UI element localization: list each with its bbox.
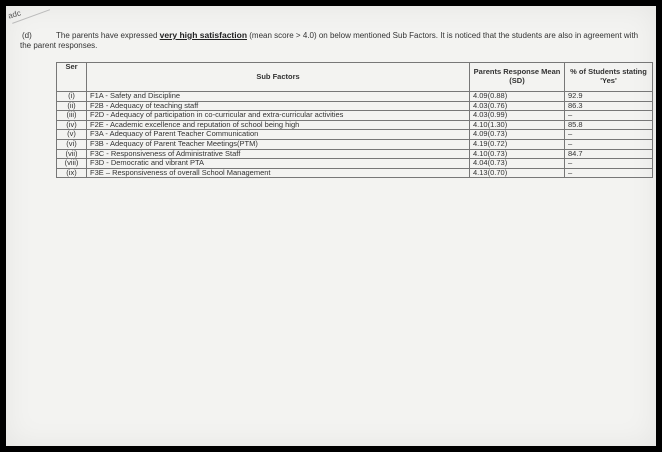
table-row [57, 120, 653, 130]
row-mean: 4.03(0.76) [470, 101, 565, 111]
sub-factors-table [56, 62, 653, 178]
row-mean: 4.03(0.99) [470, 111, 565, 121]
paragraph-text-before: The parents have expressed [56, 31, 160, 40]
row-students-yes: 86.3 [565, 101, 653, 111]
row-mean: 4.19(0.72) [470, 139, 565, 149]
row-ser: (iii) [57, 111, 87, 121]
row-ser: (v) [57, 130, 87, 140]
row-students-yes: – [565, 130, 653, 140]
row-students-yes: 92.9 [565, 92, 653, 102]
corner-mark: adc [7, 8, 22, 21]
header-students-yes: % of Students stating 'Yes' [565, 63, 653, 92]
row-mean: 4.04(0.73) [470, 159, 565, 169]
document-page [6, 6, 656, 446]
row-ser: (vii) [57, 149, 87, 159]
row-students-yes: – [565, 139, 653, 149]
row-ser: (ii) [57, 101, 87, 111]
row-mean: 4.09(0.88) [470, 92, 565, 102]
table-row [57, 149, 653, 159]
row-mean: 4.10(1.30) [470, 120, 565, 130]
row-mean: 4.13(0.70) [470, 168, 565, 178]
table-row [57, 92, 653, 102]
row-factor: F3C - Responsiveness of Administrative Staff [87, 149, 470, 159]
table-row [57, 130, 653, 140]
row-factor: F3A - Adequacy of Parent Teacher Communication [87, 130, 470, 140]
row-factor: F2E - Academic excellence and reputation of school being high [87, 120, 470, 130]
row-students-yes: 84.7 [565, 149, 653, 159]
row-factor: F3D - Democratic and vibrant PTA [87, 159, 470, 169]
paragraph-text-after: (mean score > 4.0) on below mentioned Sub Factors. It is noticed that the students are also in agreement with the parent responses. [20, 31, 639, 50]
header-sub-factors: Sub Factors [87, 63, 470, 92]
row-ser: (vi) [57, 139, 87, 149]
row-ser: (i) [57, 92, 87, 102]
row-mean: 4.10(0.73) [470, 149, 565, 159]
row-factor: F2B - Adequacy of teaching staff [87, 101, 470, 111]
header-parents-mean: Parents Response Mean (SD) [470, 63, 565, 92]
header-ser: Ser [57, 63, 87, 92]
row-students-yes: 85.8 [565, 120, 653, 130]
row-factor: F3E – Responsiveness of overall School Management [87, 168, 470, 178]
row-ser: (ix) [57, 168, 87, 178]
table-row [57, 101, 653, 111]
table-row [57, 111, 653, 121]
row-students-yes: – [565, 111, 653, 121]
row-factor: F2D - Adequacy of participation in co-curricular and extra-curricular activities [87, 111, 470, 121]
row-ser: (viii) [57, 159, 87, 169]
row-ser: (iv) [57, 120, 87, 130]
table-row [57, 139, 653, 149]
table-row [57, 159, 653, 169]
row-students-yes: – [565, 168, 653, 178]
paragraph-emphasis: very high satisfaction [159, 30, 248, 40]
row-students-yes: – [565, 159, 653, 169]
table-header-row [57, 63, 653, 92]
row-factor: F3B - Adequacy of Parent Teacher Meetings(PTM) [87, 139, 470, 149]
paragraph-label: (d) [22, 31, 32, 40]
row-factor: F1A - Safety and Discipline [87, 92, 470, 102]
table-row [57, 168, 653, 178]
paragraph [20, 30, 650, 51]
row-mean: 4.09(0.73) [470, 130, 565, 140]
